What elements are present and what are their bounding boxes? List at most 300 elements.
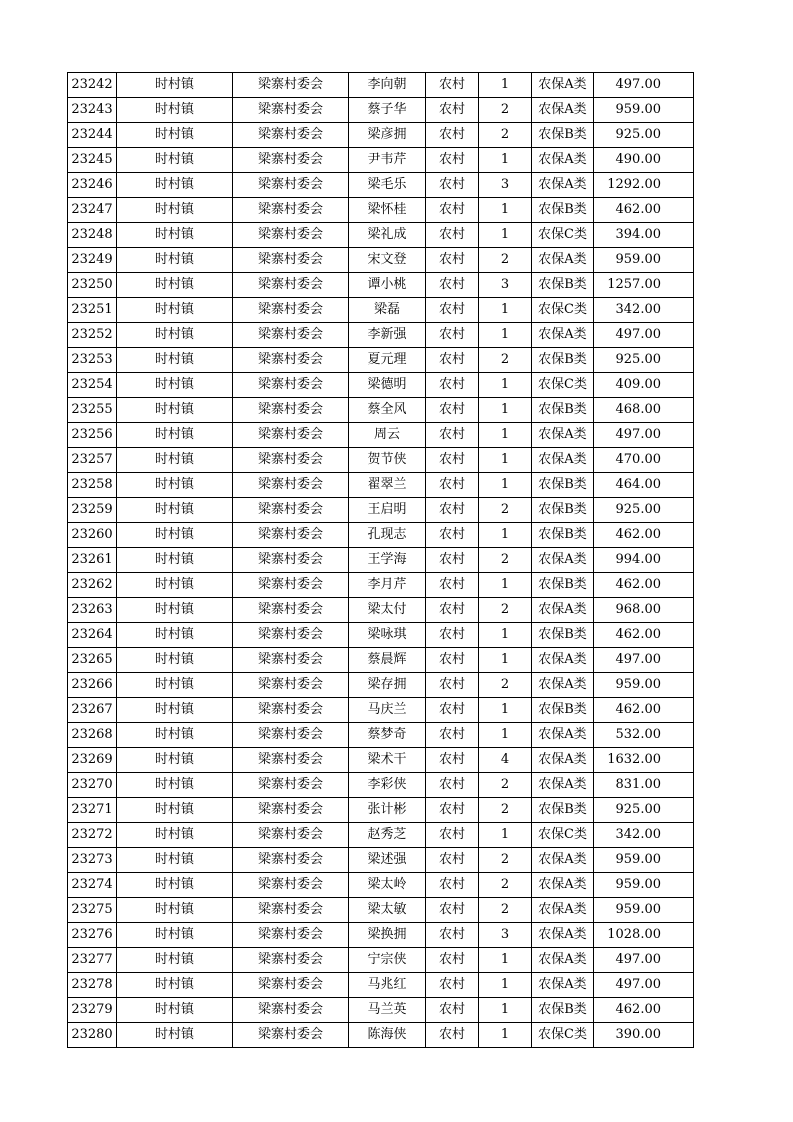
cell-town: 时村镇: [117, 873, 233, 898]
cell-amount: 959.00: [594, 98, 694, 123]
cell-amount: 497.00: [594, 73, 694, 98]
cell-name: 李彩侠: [349, 773, 426, 798]
cell-area: 农村: [426, 548, 479, 573]
cell-town: 时村镇: [117, 773, 233, 798]
table-row: [68, 923, 694, 948]
cell-count: 2: [479, 548, 532, 573]
table-row: [68, 773, 694, 798]
cell-committee: 梁寨村委会: [233, 798, 349, 823]
cell-area: 农村: [426, 298, 479, 323]
cell-town: 时村镇: [117, 373, 233, 398]
cell-count: 4: [479, 748, 532, 773]
cell-category: 农保B类: [532, 273, 594, 298]
cell-category: 农保C类: [532, 223, 594, 248]
cell-category: 农保A类: [532, 248, 594, 273]
cell-id: 23277: [68, 948, 117, 973]
cell-area: 农村: [426, 698, 479, 723]
cell-id: 23268: [68, 723, 117, 748]
cell-name: 梁彦拥: [349, 123, 426, 148]
cell-name: 李新强: [349, 323, 426, 348]
cell-name: 马兆红: [349, 973, 426, 998]
cell-committee: 梁寨村委会: [233, 398, 349, 423]
cell-committee: 梁寨村委会: [233, 323, 349, 348]
cell-town: 时村镇: [117, 423, 233, 448]
cell-name: 孔现志: [349, 523, 426, 548]
cell-name: 蔡子华: [349, 98, 426, 123]
cell-committee: 梁寨村委会: [233, 498, 349, 523]
data-table: [67, 72, 694, 1048]
cell-committee: 梁寨村委会: [233, 123, 349, 148]
cell-category: 农保C类: [532, 298, 594, 323]
cell-count: 1: [479, 148, 532, 173]
cell-town: 时村镇: [117, 298, 233, 323]
cell-category: 农保B类: [532, 998, 594, 1023]
cell-name: 王启明: [349, 498, 426, 523]
cell-id: 23259: [68, 498, 117, 523]
cell-area: 农村: [426, 148, 479, 173]
cell-amount: 994.00: [594, 548, 694, 573]
table-row: [68, 248, 694, 273]
table-row: [68, 73, 694, 98]
cell-name: 贺节侠: [349, 448, 426, 473]
cell-amount: 390.00: [594, 1023, 694, 1048]
cell-amount: 490.00: [594, 148, 694, 173]
table-row: [68, 948, 694, 973]
cell-area: 农村: [426, 773, 479, 798]
cell-area: 农村: [426, 273, 479, 298]
cell-amount: 959.00: [594, 848, 694, 873]
cell-committee: 梁寨村委会: [233, 898, 349, 923]
table-row: [68, 673, 694, 698]
cell-area: 农村: [426, 848, 479, 873]
cell-area: 农村: [426, 398, 479, 423]
cell-town: 时村镇: [117, 248, 233, 273]
cell-count: 2: [479, 898, 532, 923]
cell-area: 农村: [426, 948, 479, 973]
cell-area: 农村: [426, 598, 479, 623]
cell-committee: 梁寨村委会: [233, 698, 349, 723]
cell-id: 23248: [68, 223, 117, 248]
cell-count: 2: [479, 773, 532, 798]
table-row: [68, 498, 694, 523]
table-body: [68, 73, 694, 1048]
cell-area: 农村: [426, 823, 479, 848]
cell-count: 1: [479, 323, 532, 348]
cell-amount: 959.00: [594, 673, 694, 698]
cell-category: 农保A类: [532, 898, 594, 923]
table-row: [68, 523, 694, 548]
cell-count: 2: [479, 873, 532, 898]
cell-count: 2: [479, 248, 532, 273]
cell-area: 农村: [426, 373, 479, 398]
cell-town: 时村镇: [117, 223, 233, 248]
cell-count: 2: [479, 673, 532, 698]
cell-area: 农村: [426, 723, 479, 748]
cell-id: 23260: [68, 523, 117, 548]
table-row: [68, 423, 694, 448]
table-row: [68, 723, 694, 748]
table-row: [68, 698, 694, 723]
cell-area: 农村: [426, 98, 479, 123]
cell-amount: 925.00: [594, 798, 694, 823]
cell-name: 李月芹: [349, 573, 426, 598]
cell-amount: 1257.00: [594, 273, 694, 298]
cell-area: 农村: [426, 623, 479, 648]
cell-amount: 462.00: [594, 523, 694, 548]
cell-count: 1: [479, 423, 532, 448]
table-row: [68, 173, 694, 198]
cell-id: 23279: [68, 998, 117, 1023]
cell-category: 农保C类: [532, 1023, 594, 1048]
cell-id: 23255: [68, 398, 117, 423]
cell-town: 时村镇: [117, 548, 233, 573]
cell-name: 马庆兰: [349, 698, 426, 723]
cell-amount: 497.00: [594, 973, 694, 998]
cell-amount: 462.00: [594, 698, 694, 723]
cell-id: 23263: [68, 598, 117, 623]
cell-amount: 925.00: [594, 348, 694, 373]
cell-town: 时村镇: [117, 198, 233, 223]
cell-id: 23257: [68, 448, 117, 473]
cell-name: 谭小桃: [349, 273, 426, 298]
cell-count: 2: [479, 848, 532, 873]
cell-amount: 959.00: [594, 898, 694, 923]
cell-amount: 462.00: [594, 623, 694, 648]
cell-area: 农村: [426, 1023, 479, 1048]
cell-committee: 梁寨村委会: [233, 223, 349, 248]
cell-category: 农保A类: [532, 648, 594, 673]
cell-count: 1: [479, 573, 532, 598]
table-row: [68, 148, 694, 173]
cell-category: 农保B类: [532, 623, 594, 648]
cell-id: 23275: [68, 898, 117, 923]
cell-area: 农村: [426, 798, 479, 823]
cell-committee: 梁寨村委会: [233, 998, 349, 1023]
cell-town: 时村镇: [117, 698, 233, 723]
cell-category: 农保A类: [532, 148, 594, 173]
cell-area: 农村: [426, 873, 479, 898]
cell-name: 蔡梦奇: [349, 723, 426, 748]
cell-town: 时村镇: [117, 798, 233, 823]
cell-category: 农保B类: [532, 798, 594, 823]
cell-area: 农村: [426, 473, 479, 498]
cell-town: 时村镇: [117, 123, 233, 148]
cell-amount: 464.00: [594, 473, 694, 498]
cell-id: 23258: [68, 473, 117, 498]
cell-count: 1: [479, 698, 532, 723]
cell-category: 农保B类: [532, 348, 594, 373]
cell-amount: 959.00: [594, 873, 694, 898]
cell-name: 尹韦芹: [349, 148, 426, 173]
table-row: [68, 998, 694, 1023]
cell-category: 农保A类: [532, 923, 594, 948]
cell-area: 农村: [426, 648, 479, 673]
cell-category: 农保C类: [532, 823, 594, 848]
cell-count: 3: [479, 923, 532, 948]
cell-amount: 409.00: [594, 373, 694, 398]
cell-count: 1: [479, 523, 532, 548]
cell-committee: 梁寨村委会: [233, 473, 349, 498]
cell-area: 农村: [426, 73, 479, 98]
cell-category: 农保A类: [532, 873, 594, 898]
cell-count: 1: [479, 998, 532, 1023]
cell-count: 1: [479, 223, 532, 248]
cell-category: 农保B类: [532, 573, 594, 598]
cell-count: 2: [479, 598, 532, 623]
cell-category: 农保A类: [532, 773, 594, 798]
cell-area: 农村: [426, 198, 479, 223]
cell-town: 时村镇: [117, 473, 233, 498]
cell-id: 23264: [68, 623, 117, 648]
table-row: [68, 623, 694, 648]
cell-id: 23244: [68, 123, 117, 148]
cell-count: 1: [479, 623, 532, 648]
cell-category: 农保A类: [532, 948, 594, 973]
cell-id: 23278: [68, 973, 117, 998]
cell-area: 农村: [426, 998, 479, 1023]
cell-town: 时村镇: [117, 498, 233, 523]
cell-committee: 梁寨村委会: [233, 173, 349, 198]
table-row: [68, 798, 694, 823]
cell-count: 1: [479, 448, 532, 473]
cell-committee: 梁寨村委会: [233, 98, 349, 123]
cell-count: 1: [479, 473, 532, 498]
document-page: [67, 72, 693, 1048]
cell-name: 梁太敏: [349, 898, 426, 923]
cell-town: 时村镇: [117, 598, 233, 623]
cell-category: 农保B类: [532, 698, 594, 723]
cell-area: 农村: [426, 248, 479, 273]
cell-id: 23254: [68, 373, 117, 398]
cell-id: 23242: [68, 73, 117, 98]
cell-id: 23245: [68, 148, 117, 173]
cell-committee: 梁寨村委会: [233, 773, 349, 798]
cell-amount: 470.00: [594, 448, 694, 473]
cell-count: 2: [479, 98, 532, 123]
cell-amount: 497.00: [594, 323, 694, 348]
cell-id: 23256: [68, 423, 117, 448]
cell-name: 蔡全风: [349, 398, 426, 423]
cell-category: 农保A类: [532, 73, 594, 98]
cell-committee: 梁寨村委会: [233, 423, 349, 448]
cell-count: 2: [479, 123, 532, 148]
cell-name: 梁礼成: [349, 223, 426, 248]
cell-category: 农保C类: [532, 373, 594, 398]
table-row: [68, 823, 694, 848]
table-row: [68, 848, 694, 873]
cell-amount: 1028.00: [594, 923, 694, 948]
cell-committee: 梁寨村委会: [233, 548, 349, 573]
cell-town: 时村镇: [117, 523, 233, 548]
cell-area: 农村: [426, 573, 479, 598]
cell-category: 农保A类: [532, 423, 594, 448]
cell-amount: 497.00: [594, 948, 694, 973]
cell-category: 农保A类: [532, 973, 594, 998]
cell-committee: 梁寨村委会: [233, 373, 349, 398]
table-row: [68, 273, 694, 298]
cell-count: 2: [479, 348, 532, 373]
cell-town: 时村镇: [117, 148, 233, 173]
cell-amount: 462.00: [594, 573, 694, 598]
cell-area: 农村: [426, 673, 479, 698]
cell-id: 23246: [68, 173, 117, 198]
cell-amount: 925.00: [594, 123, 694, 148]
cell-area: 农村: [426, 498, 479, 523]
cell-town: 时村镇: [117, 173, 233, 198]
cell-id: 23247: [68, 198, 117, 223]
cell-name: 梁太付: [349, 598, 426, 623]
cell-id: 23272: [68, 823, 117, 848]
cell-town: 时村镇: [117, 998, 233, 1023]
cell-name: 梁德明: [349, 373, 426, 398]
cell-committee: 梁寨村委会: [233, 673, 349, 698]
cell-name: 周云: [349, 423, 426, 448]
table-row: [68, 123, 694, 148]
cell-name: 梁毛乐: [349, 173, 426, 198]
cell-category: 农保A类: [532, 598, 594, 623]
cell-id: 23280: [68, 1023, 117, 1048]
cell-committee: 梁寨村委会: [233, 198, 349, 223]
cell-category: 农保B类: [532, 523, 594, 548]
cell-committee: 梁寨村委会: [233, 648, 349, 673]
cell-name: 宁宗侠: [349, 948, 426, 973]
cell-committee: 梁寨村委会: [233, 1023, 349, 1048]
cell-committee: 梁寨村委会: [233, 923, 349, 948]
cell-count: 1: [479, 198, 532, 223]
cell-id: 23273: [68, 848, 117, 873]
table-row: [68, 348, 694, 373]
cell-category: 农保A类: [532, 748, 594, 773]
cell-id: 23251: [68, 298, 117, 323]
cell-amount: 968.00: [594, 598, 694, 623]
cell-id: 23265: [68, 648, 117, 673]
cell-committee: 梁寨村委会: [233, 148, 349, 173]
cell-name: 梁咏琪: [349, 623, 426, 648]
cell-amount: 468.00: [594, 398, 694, 423]
cell-count: 3: [479, 273, 532, 298]
cell-category: 农保A类: [532, 448, 594, 473]
cell-category: 农保A类: [532, 548, 594, 573]
cell-town: 时村镇: [117, 673, 233, 698]
cell-category: 农保B类: [532, 198, 594, 223]
cell-id: 23253: [68, 348, 117, 373]
cell-id: 23249: [68, 248, 117, 273]
cell-committee: 梁寨村委会: [233, 273, 349, 298]
cell-id: 23269: [68, 748, 117, 773]
cell-name: 梁怀桂: [349, 198, 426, 223]
cell-committee: 梁寨村委会: [233, 873, 349, 898]
cell-name: 梁磊: [349, 298, 426, 323]
cell-count: 3: [479, 173, 532, 198]
cell-town: 时村镇: [117, 973, 233, 998]
cell-town: 时村镇: [117, 1023, 233, 1048]
cell-committee: 梁寨村委会: [233, 623, 349, 648]
cell-count: 1: [479, 723, 532, 748]
cell-committee: 梁寨村委会: [233, 748, 349, 773]
cell-name: 梁换拥: [349, 923, 426, 948]
cell-category: 农保B类: [532, 398, 594, 423]
cell-committee: 梁寨村委会: [233, 598, 349, 623]
cell-name: 蔡晨辉: [349, 648, 426, 673]
cell-town: 时村镇: [117, 748, 233, 773]
cell-area: 农村: [426, 348, 479, 373]
cell-town: 时村镇: [117, 398, 233, 423]
cell-amount: 925.00: [594, 498, 694, 523]
cell-name: 张计彬: [349, 798, 426, 823]
cell-count: 1: [479, 373, 532, 398]
cell-town: 时村镇: [117, 98, 233, 123]
cell-area: 农村: [426, 123, 479, 148]
cell-area: 农村: [426, 898, 479, 923]
cell-area: 农村: [426, 973, 479, 998]
cell-town: 时村镇: [117, 823, 233, 848]
cell-count: 1: [479, 973, 532, 998]
table-row: [68, 973, 694, 998]
cell-committee: 梁寨村委会: [233, 248, 349, 273]
cell-town: 时村镇: [117, 948, 233, 973]
cell-town: 时村镇: [117, 348, 233, 373]
cell-town: 时村镇: [117, 848, 233, 873]
cell-count: 1: [479, 298, 532, 323]
cell-name: 宋文登: [349, 248, 426, 273]
table-row: [68, 473, 694, 498]
cell-committee: 梁寨村委会: [233, 723, 349, 748]
cell-area: 农村: [426, 323, 479, 348]
cell-name: 马兰英: [349, 998, 426, 1023]
table-row: [68, 448, 694, 473]
table-row: [68, 598, 694, 623]
cell-area: 农村: [426, 173, 479, 198]
table-row: [68, 548, 694, 573]
cell-id: 23266: [68, 673, 117, 698]
cell-id: 23270: [68, 773, 117, 798]
cell-name: 梁述强: [349, 848, 426, 873]
table-row: [68, 223, 694, 248]
cell-amount: 462.00: [594, 198, 694, 223]
cell-category: 农保A类: [532, 98, 594, 123]
cell-amount: 532.00: [594, 723, 694, 748]
cell-category: 农保A类: [532, 323, 594, 348]
cell-town: 时村镇: [117, 898, 233, 923]
cell-town: 时村镇: [117, 448, 233, 473]
cell-town: 时村镇: [117, 573, 233, 598]
cell-area: 农村: [426, 923, 479, 948]
table-row: [68, 1023, 694, 1048]
table-row: [68, 873, 694, 898]
cell-committee: 梁寨村委会: [233, 73, 349, 98]
cell-count: 1: [479, 1023, 532, 1048]
cell-town: 时村镇: [117, 73, 233, 98]
table-row: [68, 648, 694, 673]
cell-town: 时村镇: [117, 723, 233, 748]
cell-name: 王学海: [349, 548, 426, 573]
cell-town: 时村镇: [117, 648, 233, 673]
cell-count: 2: [479, 498, 532, 523]
cell-category: 农保B类: [532, 123, 594, 148]
cell-count: 1: [479, 73, 532, 98]
table-row: [68, 748, 694, 773]
cell-committee: 梁寨村委会: [233, 848, 349, 873]
cell-id: 23250: [68, 273, 117, 298]
cell-category: 农保A类: [532, 673, 594, 698]
cell-area: 农村: [426, 523, 479, 548]
cell-count: 1: [479, 948, 532, 973]
cell-committee: 梁寨村委会: [233, 573, 349, 598]
cell-committee: 梁寨村委会: [233, 298, 349, 323]
table-row: [68, 98, 694, 123]
cell-committee: 梁寨村委会: [233, 523, 349, 548]
cell-town: 时村镇: [117, 923, 233, 948]
